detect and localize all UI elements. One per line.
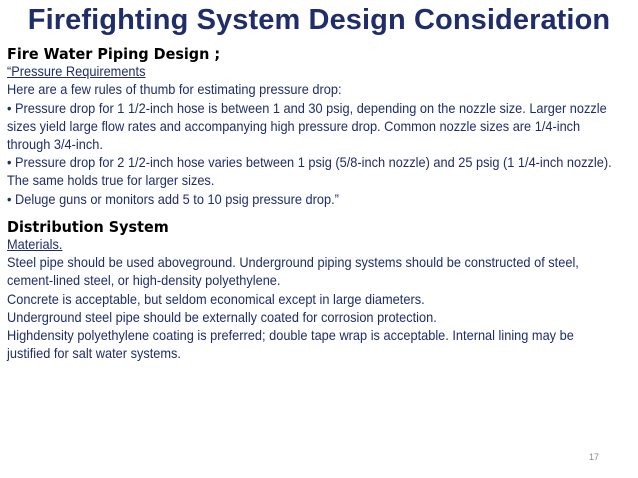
- body-line: justified for salt water systems.: [7, 346, 181, 362]
- body-line: Here are a few rules of thumb for estimating pressure drop:: [7, 82, 342, 98]
- bullet-line: • Pressure drop for 1 1/2-inch hose is between 1 and 30 psig, depending on the nozzle size. Larger nozzle: [7, 100, 607, 116]
- page-number: 17: [589, 452, 600, 462]
- body-line: Concrete is acceptable, but seldom economical except in large diameters.: [7, 291, 425, 307]
- body-line: Steel pipe should be used aboveground. Underground piping systems should be constructed of steel,: [7, 255, 579, 271]
- body-line: sizes yield large flow rates and accompanying high pressure drop. Common nozzle sizes are 1/4-inch: [7, 118, 581, 134]
- slide-body: [7, 45, 635, 363]
- body-line: through 3/4-inch.: [7, 137, 103, 153]
- bullet-line: • Deluge guns or monitors add 5 to 10 psig pressure drop.”: [7, 191, 339, 207]
- body-line: The same holds true for larger sizes.: [7, 173, 215, 189]
- section-heading-fire-water-piping: Fire Water Piping Design ;: [7, 45, 221, 63]
- body-line: Underground steel pipe should be externally coated for corrosion protection.: [7, 309, 437, 325]
- section-heading-distribution-system: Distribution System: [7, 217, 169, 236]
- subheading-materials: Materials.: [7, 237, 63, 253]
- bullet-line: • Pressure drop for 2 1/2-inch hose varies between 1 psig (5/8-inch nozzle) and 25 psig (1 1/4-inch nozzle).: [7, 155, 612, 171]
- slide-title: Firefighting System Design Consideration: [27, 4, 611, 36]
- subheading-pressure-requirements: “Pressure Requirements: [7, 64, 146, 80]
- body-line: Highdensity polyethylene coating is preferred; double tape wrap is acceptable. Internal lining may be: [7, 328, 574, 344]
- body-line: cement-lined steel, or high-density polyethylene.: [7, 273, 281, 289]
